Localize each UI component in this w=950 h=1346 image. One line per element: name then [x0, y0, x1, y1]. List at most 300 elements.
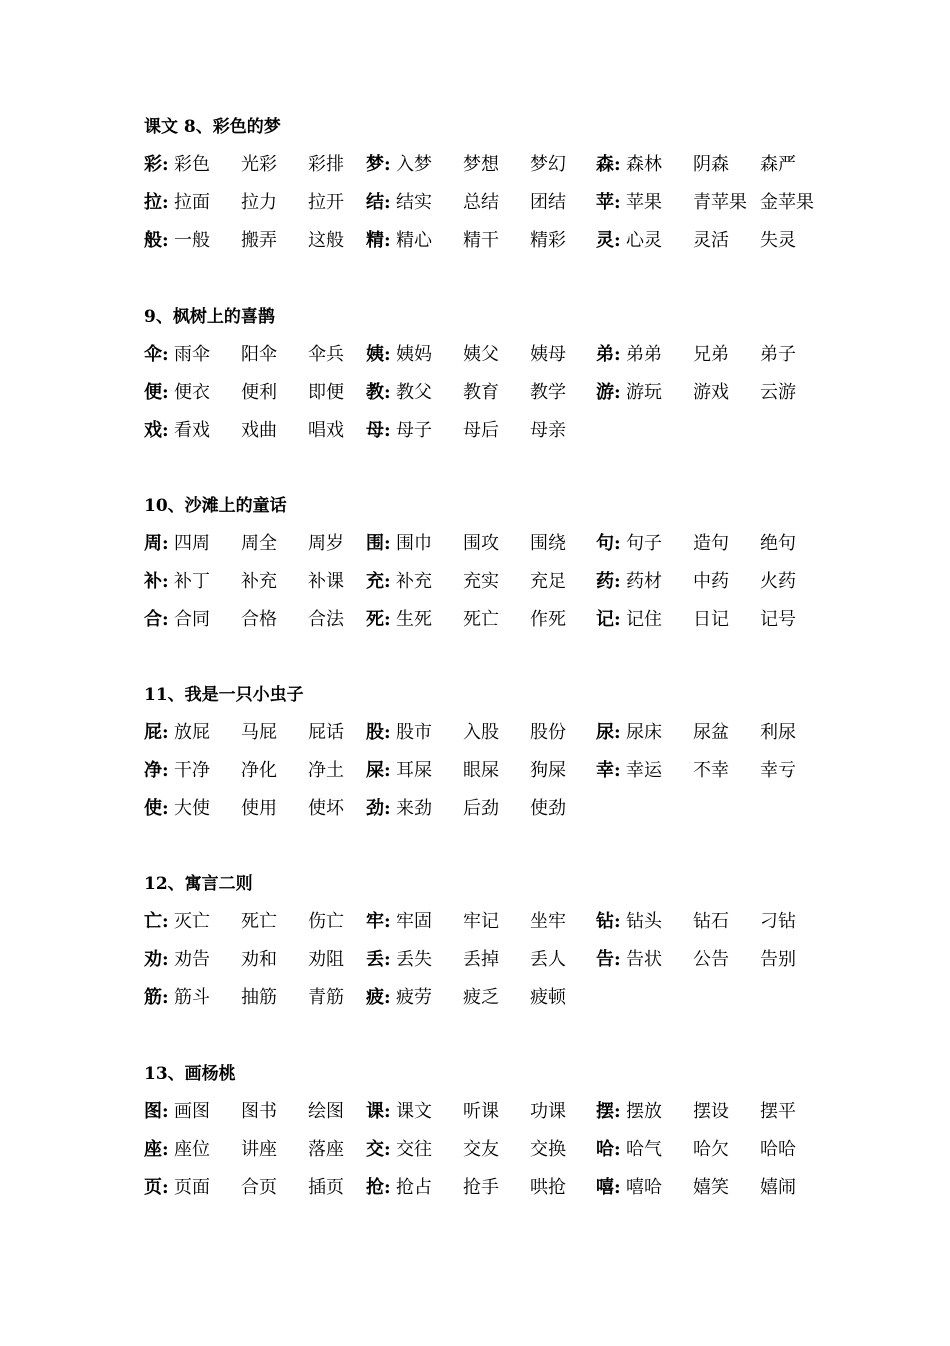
vocab-word: 绝句: [760, 533, 796, 554]
lesson-title: 10、沙滩上的童话: [144, 496, 287, 516]
vocab-word: 劝阻: [308, 949, 344, 970]
colon-separator: :: [384, 760, 391, 781]
vocab-word: 丢人: [530, 949, 566, 970]
colon-separator: :: [162, 987, 169, 1008]
vocab-group: [366, 1131, 566, 1169]
vocab-char: 劝: [144, 949, 162, 970]
vocab-word: 净土: [308, 760, 344, 781]
vocab-char: 图: [144, 1101, 162, 1122]
colon-separator: :: [614, 192, 621, 213]
vocab-word: 句子: [626, 533, 662, 554]
colon-separator: :: [162, 1177, 169, 1198]
vocab-group: [596, 525, 796, 563]
vocab-word: 眼屎: [463, 760, 499, 781]
colon-separator: :: [614, 533, 621, 554]
vocab-word: 疲顿: [530, 987, 566, 1008]
vocab-word: 弟弟: [626, 344, 662, 365]
colon-separator: :: [614, 1139, 621, 1160]
vocab-word: 插页: [308, 1177, 344, 1198]
vocab-word: 功课: [530, 1101, 566, 1122]
vocab-word: 精彩: [530, 230, 566, 251]
vocab-group: [366, 374, 566, 412]
vocab-word: 围攻: [463, 533, 499, 554]
vocab-word: 来劲: [396, 798, 432, 819]
vocab-word: 刁钻: [760, 911, 796, 932]
vocab-word: 听课: [463, 1101, 499, 1122]
vocab-word: 中药: [693, 571, 729, 592]
vocab-word: 青苹果: [693, 192, 747, 213]
vocab-char: 幸: [596, 760, 614, 781]
vocab-group: [144, 336, 344, 374]
vocab-char: 交: [366, 1139, 384, 1160]
vocab-char: 句: [596, 533, 614, 554]
vocab-word: 抢手: [463, 1177, 499, 1198]
vocab-word: 周岁: [308, 533, 344, 554]
vocab-word: 姨妈: [396, 344, 432, 365]
colon-separator: :: [384, 609, 391, 630]
vocab-word: 抢占: [396, 1177, 432, 1198]
vocab-char: 精: [366, 230, 384, 251]
vocab-word: 入梦: [396, 154, 432, 175]
vocab-group: [366, 714, 566, 752]
vocab-row: [144, 1093, 824, 1131]
vocab-word: 交换: [530, 1139, 566, 1160]
vocab-word: 筋斗: [174, 987, 210, 1008]
vocab-word: 梦想: [463, 154, 499, 175]
vocab-char: 死: [366, 609, 384, 630]
colon-separator: :: [162, 533, 169, 554]
vocab-row: [144, 525, 824, 563]
vocab-word: 作死: [530, 609, 566, 630]
vocab-word: 围绕: [530, 533, 566, 554]
vocab-word: 尿盆: [693, 722, 729, 743]
colon-separator: :: [384, 230, 391, 251]
vocab-word: 教父: [396, 382, 432, 403]
vocab-word: 充足: [530, 571, 566, 592]
vocab-char: 姨: [366, 344, 384, 365]
colon-separator: :: [614, 609, 621, 630]
colon-separator: :: [384, 571, 391, 592]
vocab-group: [596, 563, 796, 601]
vocab-group: [366, 146, 566, 184]
vocab-word: 马屁: [241, 722, 277, 743]
colon-separator: :: [614, 722, 621, 743]
vocab-char: 拉: [144, 192, 162, 213]
vocab-group: [366, 1093, 566, 1131]
vocab-row: [144, 979, 824, 1017]
vocab-char: 屎: [366, 760, 384, 781]
vocab-group: [144, 941, 344, 979]
vocab-row: [144, 1131, 824, 1169]
colon-separator: :: [384, 420, 391, 441]
vocab-word: 周全: [241, 533, 277, 554]
vocab-group: [596, 714, 796, 752]
vocab-char: 牢: [366, 911, 384, 932]
vocab-word: 嘻哈: [626, 1177, 662, 1198]
vocab-word: 股市: [396, 722, 432, 743]
vocab-word: 教学: [530, 382, 566, 403]
lesson-section: [144, 1055, 824, 1207]
colon-separator: :: [162, 798, 169, 819]
vocab-word: 大使: [174, 798, 210, 819]
vocab-char: 钻: [596, 911, 614, 932]
vocab-word: 云游: [760, 382, 796, 403]
vocab-word: 哈气: [626, 1139, 662, 1160]
vocab-word: 交往: [396, 1139, 432, 1160]
vocab-char: 课: [366, 1101, 384, 1122]
vocab-row: [144, 374, 824, 412]
vocab-char: 弟: [596, 344, 614, 365]
vocab-word: 讲座: [241, 1139, 277, 1160]
vocab-word: 公告: [693, 949, 729, 970]
vocab-char: 药: [596, 571, 614, 592]
vocab-group: [596, 1131, 796, 1169]
vocab-char: 嘻: [596, 1177, 614, 1198]
vocab-group: [596, 374, 796, 412]
colon-separator: :: [384, 344, 391, 365]
vocab-word: 补课: [308, 571, 344, 592]
vocab-word: 兄弟: [693, 344, 729, 365]
vocab-word: 弟子: [760, 344, 796, 365]
vocab-word: 股份: [530, 722, 566, 743]
lesson-title: 课文 8、彩色的梦: [144, 117, 281, 137]
vocab-word: 失灵: [760, 230, 796, 251]
vocab-word: 图书: [241, 1101, 277, 1122]
colon-separator: :: [614, 230, 621, 251]
lesson-section: [144, 487, 824, 639]
vocab-word: 便衣: [174, 382, 210, 403]
vocab-word: 团结: [530, 192, 566, 213]
vocab-word: 母子: [396, 420, 432, 441]
colon-separator: :: [162, 382, 169, 403]
vocab-group: [596, 601, 796, 639]
colon-separator: :: [162, 1139, 169, 1160]
vocab-char: 围: [366, 533, 384, 554]
vocab-row: [144, 601, 824, 639]
vocab-word: 合页: [241, 1177, 277, 1198]
vocab-word: 摆放: [626, 1101, 662, 1122]
vocab-row: [144, 1169, 824, 1207]
colon-separator: :: [614, 1177, 621, 1198]
colon-separator: :: [162, 760, 169, 781]
colon-separator: :: [162, 192, 169, 213]
vocab-word: 丢掉: [463, 949, 499, 970]
vocab-word: 这般: [308, 230, 344, 251]
vocab-word: 记号: [760, 609, 796, 630]
vocab-word: 使用: [241, 798, 277, 819]
vocab-word: 姨母: [530, 344, 566, 365]
lesson-title: 13、画杨桃: [144, 1064, 236, 1084]
vocab-row: [144, 563, 824, 601]
colon-separator: :: [614, 382, 621, 403]
colon-separator: :: [162, 344, 169, 365]
vocab-group: [144, 1093, 344, 1131]
vocab-word: 课文: [396, 1101, 432, 1122]
vocab-group: [366, 979, 566, 1017]
vocab-group: [144, 525, 344, 563]
vocab-char: 森: [596, 154, 614, 175]
vocab-word: 幸运: [626, 760, 662, 781]
vocab-word: 阴森: [693, 154, 729, 175]
vocab-group: [144, 1131, 344, 1169]
vocab-word: 后劲: [463, 798, 499, 819]
vocab-word: 生死: [396, 609, 432, 630]
vocab-word: 嬉闹: [760, 1177, 796, 1198]
vocab-word: 日记: [693, 609, 729, 630]
vocab-row: [144, 714, 824, 752]
vocab-row: [144, 790, 824, 828]
vocab-word: 围巾: [396, 533, 432, 554]
vocab-word: 即便: [308, 382, 344, 403]
vocab-group: [596, 1169, 796, 1207]
vocab-word: 摆设: [693, 1101, 729, 1122]
vocab-group: [366, 563, 566, 601]
colon-separator: :: [162, 609, 169, 630]
vocab-group: [144, 1169, 344, 1207]
colon-separator: :: [384, 1101, 391, 1122]
vocab-word: 落座: [308, 1139, 344, 1160]
vocab-row: [144, 941, 824, 979]
vocab-word: 疲劳: [396, 987, 432, 1008]
vocab-word: 死亡: [241, 911, 277, 932]
vocab-word: 丢失: [396, 949, 432, 970]
vocab-char: 股: [366, 722, 384, 743]
lesson-title: 11、我是一只小虫子: [144, 685, 304, 705]
vocab-word: 狗屎: [530, 760, 566, 781]
vocab-char: 筋: [144, 987, 162, 1008]
vocab-group: [144, 752, 344, 790]
vocab-word: 绘图: [308, 1101, 344, 1122]
vocab-group: [596, 336, 796, 374]
vocab-char: 梦: [366, 154, 384, 175]
vocab-word: 嬉笑: [693, 1177, 729, 1198]
vocab-word: 尿床: [626, 722, 662, 743]
vocab-word: 充实: [463, 571, 499, 592]
vocab-word: 坐牢: [530, 911, 566, 932]
vocab-group: [366, 336, 566, 374]
vocab-word: 四周: [174, 533, 210, 554]
vocab-word: 光彩: [241, 154, 277, 175]
vocab-char: 抢: [366, 1177, 384, 1198]
vocab-char: 疲: [366, 987, 384, 1008]
vocab-row: [144, 903, 824, 941]
vocab-word: 看戏: [174, 420, 210, 441]
colon-separator: :: [162, 1101, 169, 1122]
vocab-group: [366, 412, 566, 450]
vocab-char: 亡: [144, 911, 162, 932]
lesson-section: [144, 298, 824, 450]
vocab-word: 雨伞: [174, 344, 210, 365]
vocab-word: 母亲: [530, 420, 566, 441]
vocab-group: [366, 1169, 566, 1207]
vocab-row: [144, 222, 824, 260]
vocab-group: [144, 184, 344, 222]
colon-separator: :: [384, 1177, 391, 1198]
vocab-word: 唱戏: [308, 420, 344, 441]
vocab-char: 使: [144, 798, 162, 819]
colon-separator: :: [162, 722, 169, 743]
colon-separator: :: [614, 1101, 621, 1122]
vocab-word: 补充: [396, 571, 432, 592]
vocab-word: 拉开: [308, 192, 344, 213]
vocab-char: 劲: [366, 798, 384, 819]
colon-separator: :: [384, 192, 391, 213]
vocab-group: [366, 184, 566, 222]
vocab-group: [596, 184, 814, 222]
vocab-word: 劝和: [241, 949, 277, 970]
vocab-word: 灵活: [693, 230, 729, 251]
vocab-word: 森林: [626, 154, 662, 175]
vocab-word: 精心: [396, 230, 432, 251]
vocab-word: 伤亡: [308, 911, 344, 932]
vocab-word: 阳伞: [241, 344, 277, 365]
vocab-word: 苹果: [626, 192, 662, 213]
vocab-char: 充: [366, 571, 384, 592]
vocab-word: 屁话: [308, 722, 344, 743]
vocab-word: 补充: [241, 571, 277, 592]
vocab-row: [144, 752, 824, 790]
vocab-word: 页面: [174, 1177, 210, 1198]
colon-separator: :: [614, 911, 621, 932]
vocab-group: [596, 222, 796, 260]
vocab-word: 梦幻: [530, 154, 566, 175]
lesson-section: [144, 676, 824, 828]
colon-separator: :: [162, 949, 169, 970]
lesson-section: [144, 108, 824, 260]
vocab-word: 森严: [760, 154, 796, 175]
vocab-group: [596, 941, 796, 979]
vocab-row: [144, 146, 824, 184]
vocab-word: 钻头: [626, 911, 662, 932]
lesson-section: [144, 865, 824, 1017]
vocab-word: 金苹果: [760, 192, 814, 213]
vocab-word: 放屁: [174, 722, 210, 743]
vocab-word: 交友: [463, 1139, 499, 1160]
colon-separator: :: [384, 987, 391, 1008]
vocab-word: 搬弄: [241, 230, 277, 251]
vocab-word: 彩排: [308, 154, 344, 175]
vocab-word: 精干: [463, 230, 499, 251]
vocab-group: [596, 1093, 796, 1131]
vocab-group: [144, 374, 344, 412]
vocab-word: 劝告: [174, 949, 210, 970]
colon-separator: :: [614, 154, 621, 175]
colon-separator: :: [384, 533, 391, 554]
colon-separator: :: [384, 154, 391, 175]
vocab-word: 一般: [174, 230, 210, 251]
vocab-word: 合法: [308, 609, 344, 630]
vocab-group: [144, 979, 344, 1017]
vocab-char: 合: [144, 609, 162, 630]
colon-separator: :: [614, 571, 621, 592]
vocab-char: 便: [144, 382, 162, 403]
vocab-char: 灵: [596, 230, 614, 251]
vocab-char: 教: [366, 382, 384, 403]
vocab-word: 总结: [463, 192, 499, 213]
vocab-group: [596, 146, 796, 184]
colon-separator: :: [384, 949, 391, 970]
vocab-word: 母后: [463, 420, 499, 441]
vocab-char: 苹: [596, 192, 614, 213]
vocab-group: [144, 412, 344, 450]
vocab-word: 入股: [463, 722, 499, 743]
vocab-word: 姨父: [463, 344, 499, 365]
vocab-word: 哈哈: [760, 1139, 796, 1160]
vocab-word: 药材: [626, 571, 662, 592]
colon-separator: :: [384, 911, 391, 932]
colon-separator: :: [384, 798, 391, 819]
vocab-row: [144, 336, 824, 374]
vocab-word: 记住: [626, 609, 662, 630]
colon-separator: :: [162, 230, 169, 251]
vocab-char: 彩: [144, 154, 162, 175]
vocab-word: 摆平: [760, 1101, 796, 1122]
vocab-group: [366, 525, 566, 563]
vocab-group: [366, 903, 566, 941]
vocab-char: 般: [144, 230, 162, 251]
vocab-word: 利尿: [760, 722, 796, 743]
vocab-word: 便利: [241, 382, 277, 403]
vocab-word: 心灵: [626, 230, 662, 251]
vocab-char: 哈: [596, 1139, 614, 1160]
vocab-group: [144, 146, 344, 184]
vocab-word: 使坏: [308, 798, 344, 819]
vocab-word: 合格: [241, 609, 277, 630]
vocab-char: 丢: [366, 949, 384, 970]
vocab-group: [596, 903, 796, 941]
vocab-word: 干净: [174, 760, 210, 781]
vocab-char: 结: [366, 192, 384, 213]
lesson-title: 9、枫树上的喜鹊: [144, 307, 275, 327]
vocab-word: 告别: [760, 949, 796, 970]
colon-separator: :: [614, 949, 621, 970]
colon-separator: :: [384, 382, 391, 403]
vocab-word: 灭亡: [174, 911, 210, 932]
vocab-char: 告: [596, 949, 614, 970]
vocab-word: 拉力: [241, 192, 277, 213]
vocab-word: 哈欠: [693, 1139, 729, 1160]
vocab-word: 补丁: [174, 571, 210, 592]
vocab-group: [596, 752, 796, 790]
vocab-group: [144, 563, 344, 601]
vocab-char: 伞: [144, 344, 162, 365]
vocab-group: [144, 714, 344, 752]
vocab-group: [144, 222, 344, 260]
vocab-word: 教育: [463, 382, 499, 403]
vocab-word: 彩色: [174, 154, 210, 175]
colon-separator: :: [162, 571, 169, 592]
vocab-word: 游戏: [693, 382, 729, 403]
vocab-group: [366, 941, 566, 979]
vocab-word: 使劲: [530, 798, 566, 819]
vocab-word: 钻石: [693, 911, 729, 932]
vocab-char: 屁: [144, 722, 162, 743]
vocab-char: 游: [596, 382, 614, 403]
vocab-group: [366, 790, 566, 828]
vocab-group: [144, 903, 344, 941]
vocab-word: 耳屎: [396, 760, 432, 781]
colon-separator: :: [162, 420, 169, 441]
vocab-word: 拉面: [174, 192, 210, 213]
vocab-word: 造句: [693, 533, 729, 554]
vocab-word: 结实: [396, 192, 432, 213]
vocab-char: 尿: [596, 722, 614, 743]
vocab-group: [366, 222, 566, 260]
vocab-word: 游玩: [626, 382, 662, 403]
vocab-char: 母: [366, 420, 384, 441]
colon-separator: :: [614, 344, 621, 365]
vocab-word: 座位: [174, 1139, 210, 1160]
